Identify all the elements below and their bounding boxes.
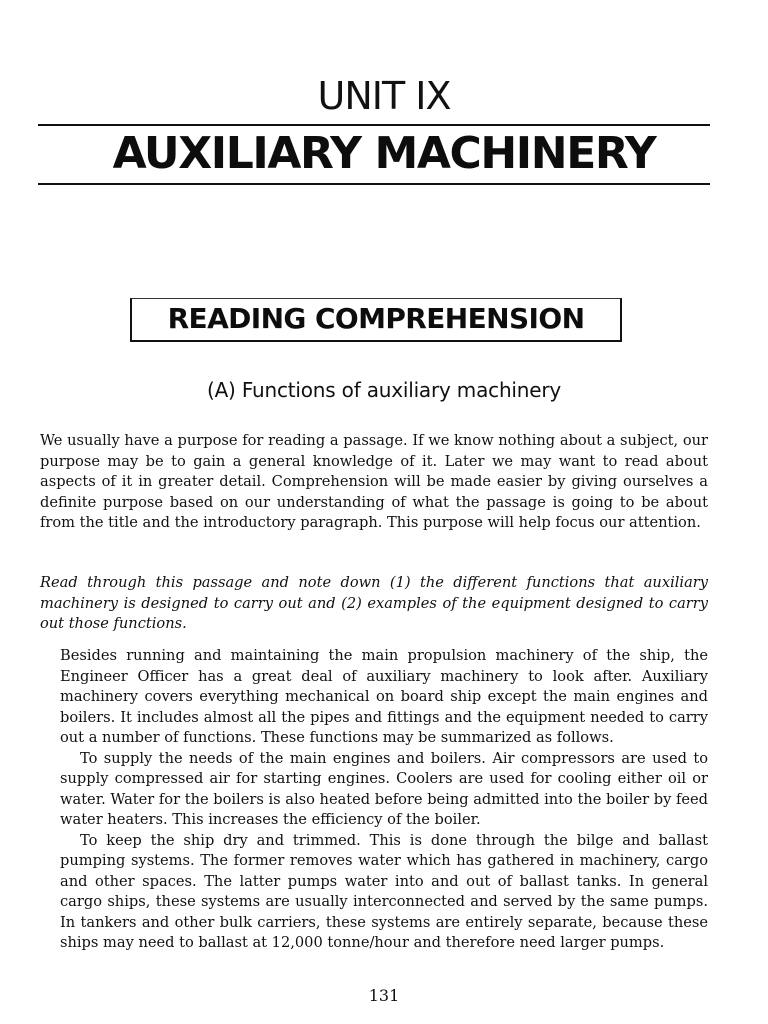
passage-body xyxy=(60,646,708,954)
section-title: READING COMPREHENSION xyxy=(130,298,622,342)
page-number: 131 xyxy=(368,986,400,1005)
passage-paragraph: Besides running and maintaining the main propulsion machinery of the ship, the Engineer Officer has a great deal of auxiliary machinery to look after. Auxiliary machinery covers everything mechanical on board ship except the main engines and boilers. It includes almost all the pipes and fittings and the equipment needed to carry out a number of functions. These functions may be summarized as follows. xyxy=(60,647,708,746)
intro-paragraph: We usually have a purpose for reading a passage. If we know nothing about a subject, our purpose may be to gain a general knowledge of it. Later we may want to read about aspects of it in greater detail. Comprehension will be made easier by giving ourselves a definite purpose based on our understanding of what the passage is going to be about from the title and the introductory paragraph. This purpose will help focus our attention. xyxy=(40,432,708,531)
top-rule xyxy=(38,124,710,126)
section-subheading: (A) Functions of auxiliary machinery xyxy=(206,378,562,402)
bottom-rule xyxy=(38,183,710,185)
passage-paragraph: To keep the ship dry and trimmed. This is done through the bilge and ballast pumping systems. The former removes water which has gathered in machinery, cargo and other spaces. The latter pumps water into and out of ballast tanks. In general cargo ships, these systems are usually interconnected and served by the same pumps. In tankers and other bulk carriers, these systems are entirely separate, because these ships may need to ballast at 12,000 tonne/hour and therefore need larger pumps. xyxy=(60,831,708,951)
unit-title: AUXILIARY MACHINERY xyxy=(112,128,656,179)
passage-paragraph: To supply the needs of the main engines and boilers. Air compressors are used to supply compressed air for starting engines. Coolers are used for cooling either oil or water. Water for the boilers is also heated before being admitted into the boiler by feed water heaters. This increases the efficiency of the boiler. xyxy=(60,749,708,828)
reading-instruction: Read through this passage and note down (1) the different functions that auxiliary machinery is designed to carry out and (2) examples of the equipment designed to carry out those functions. xyxy=(40,574,708,632)
unit-number: UNIT IX xyxy=(317,74,451,118)
